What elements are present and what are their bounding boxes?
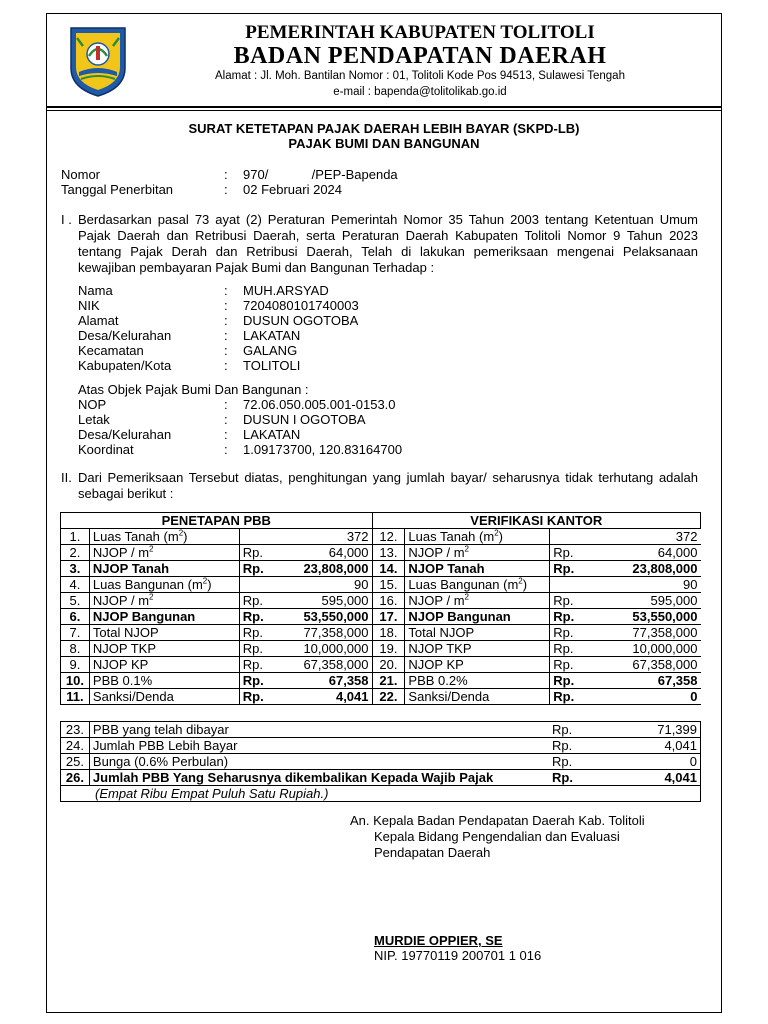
row-value: 372 — [279, 529, 372, 545]
field-label: Letak — [78, 412, 110, 427]
colon: : — [224, 313, 228, 328]
row-number: 18. — [372, 625, 405, 641]
superscript: 2 — [149, 592, 154, 602]
table-row — [61, 689, 701, 705]
table-row — [61, 561, 701, 577]
row-value: 53,550,000 — [598, 609, 701, 625]
table-row — [61, 593, 701, 609]
label-text: NJOP / m — [408, 593, 465, 608]
currency-label: Rp. — [549, 722, 597, 738]
agency-name: BADAN PENDAPATAN DAERAH — [233, 43, 607, 69]
currency-label: Rp. — [239, 561, 279, 577]
row-value: 64,000 — [598, 545, 701, 561]
nomor-label: Nomor — [61, 167, 101, 182]
currency-label: Rp. — [550, 641, 598, 657]
colon: : — [224, 182, 228, 197]
row-number: 10. — [61, 673, 90, 689]
signatory-nip: NIP. 19770119 200701 1 016 — [374, 948, 542, 963]
list-item — [78, 313, 698, 329]
row-label — [89, 641, 239, 657]
table-row — [61, 722, 701, 738]
currency-label: Rp. — [239, 673, 279, 689]
row-number: 24. — [61, 738, 90, 754]
field-label: Desa/Kelurahan — [78, 328, 172, 343]
list-item — [78, 358, 698, 374]
superscript: 2 — [518, 576, 523, 586]
label-text: Luas Bangunan (m — [408, 577, 519, 592]
superscript: 2 — [464, 544, 469, 554]
table-row — [61, 657, 701, 673]
row-value: 372 — [598, 529, 701, 545]
label-text: NJOP TKP — [408, 641, 472, 656]
row-label: Jumlah PBB Yang Seharusnya dikembalikan Kepada Wajib Pajak — [89, 770, 549, 786]
currency-label: Rp. — [550, 689, 598, 705]
field-value: MUH.ARSYAD — [243, 283, 329, 298]
row-value: 67,358 — [598, 673, 701, 689]
list-item — [78, 283, 698, 299]
signatory-name: MURDIE OPPIER, SE — [374, 933, 503, 948]
label-end: ) — [183, 529, 188, 544]
field-label: Kabupaten/Kota — [78, 358, 172, 373]
row-label — [89, 609, 239, 625]
table-row — [61, 641, 701, 657]
row-number: 19. — [372, 641, 405, 657]
label-end: ) — [522, 577, 528, 592]
list-item — [78, 412, 698, 428]
label-text: NJOP TKP — [92, 641, 157, 656]
row-label — [89, 529, 239, 545]
row-value: 4,041 — [597, 738, 701, 754]
label-text: Luas Tanah (m — [92, 529, 179, 544]
field-value: GALANG — [243, 343, 298, 358]
label-text: NJOP / m — [408, 545, 465, 560]
field-value: 7204080101740003 — [243, 298, 359, 313]
label-end: ) — [498, 529, 503, 544]
row-number: 23. — [61, 722, 90, 738]
colon: : — [224, 298, 228, 313]
currency-label: Rp. — [239, 625, 279, 641]
currency-label: Rp. — [549, 754, 597, 770]
row-label — [405, 593, 550, 609]
colon: : — [224, 412, 228, 427]
agency-email: e-mail : bapenda@tolitolikab.go.id — [333, 86, 507, 98]
section-1-paragraph: Berdasarkan pasal 73 ayat (2) Peraturan Pemerintah Nomor 35 Tahun 2003 tentang Ketentuan Umum Pajak Daerah dan Retribusi Daerah, serta Peraturan Daerah Kabupaten Tolitoli Nomor 9 Tahun 2023 tentang Pajak Derah dan Retribusi Daerah, Telah di lakukan pemeriksaan mengenai Pelaksanaan kewajiban pembayaran Pajak Bumi dan Bangunan Terhadap : — [78, 212, 698, 275]
field-value: 72.06.050.005.001-0153.0 — [243, 397, 396, 412]
currency-label: Rp. — [550, 593, 598, 609]
header-divider-thin — [46, 110, 722, 111]
field-value: DUSUN OGOTOBA — [243, 313, 359, 328]
row-value: 595,000 — [279, 593, 372, 609]
currency-label: Rp. — [239, 593, 279, 609]
row-value: 67,358,000 — [279, 657, 372, 673]
table-row — [61, 529, 701, 545]
row-label — [405, 577, 550, 593]
table-row — [61, 738, 701, 754]
currency-label: Rp. — [549, 738, 597, 754]
refund-table — [60, 721, 701, 802]
header-penetapan: PENETAPAN PBB — [61, 513, 373, 529]
label-text: NJOP Tanah — [92, 561, 170, 576]
row-value: 67,358,000 — [598, 657, 701, 673]
row-value: 4,041 — [597, 770, 701, 786]
label-text: Luas Tanah (m — [408, 529, 495, 544]
row-number: 20. — [372, 657, 405, 673]
list-item — [78, 397, 698, 413]
superscript: 2 — [178, 528, 184, 538]
label-text: NJOP KP — [408, 657, 464, 672]
currency-label: Rp. — [550, 657, 598, 673]
row-value: 71,399 — [597, 722, 701, 738]
header-divider-thick — [46, 106, 722, 108]
field-label: Nama — [78, 283, 113, 298]
terbilang-row — [61, 786, 701, 802]
row-value: 23,808,000 — [598, 561, 701, 577]
agency-address: Alamat : Jl. Moh. Bantilan Nomor : 01, Tolitoli Kode Pos 94513, Sulawesi Tengah — [215, 70, 625, 82]
label-end: ) — [207, 577, 212, 592]
regency-logo — [67, 24, 129, 98]
row-label — [89, 657, 239, 673]
row-label — [405, 673, 550, 689]
row-label — [89, 689, 239, 705]
signature-line-1: An. Kepala Badan Pendapatan Daerah Kab. Tolitoli — [350, 813, 645, 828]
row-number: 15. — [372, 577, 405, 593]
colon: : — [224, 167, 228, 182]
table-row — [61, 545, 701, 561]
object-intro: Atas Objek Pajak Bumi Dan Bangunan : — [78, 382, 309, 397]
row-label — [405, 561, 550, 577]
colon: : — [224, 397, 228, 412]
row-label — [89, 545, 239, 561]
tanggal-row — [61, 182, 701, 198]
currency-label: Rp. — [549, 770, 597, 786]
row-number: 13. — [372, 545, 405, 561]
list-item — [78, 328, 698, 344]
field-value: 1.09173700, 120.83164700 — [243, 442, 403, 457]
colon: : — [224, 328, 228, 343]
table-row — [61, 770, 701, 786]
list-item — [78, 427, 698, 443]
superscript: 2 — [202, 576, 208, 586]
field-value: TOLITOLI — [243, 358, 301, 373]
label-text: NJOP / m — [92, 545, 150, 560]
row-value: 77,358,000 — [598, 625, 701, 641]
colon: : — [224, 358, 228, 373]
row-value: 77,358,000 — [279, 625, 372, 641]
row-number: 2. — [61, 545, 90, 561]
row-label — [405, 657, 550, 673]
row-value: 90 — [279, 577, 372, 593]
row-number: 11. — [61, 689, 90, 705]
row-number: 3. — [61, 561, 90, 577]
signature-line-3: Pendapatan Daerah — [374, 845, 491, 860]
row-label — [405, 545, 550, 561]
colon: : — [224, 343, 228, 358]
label-text: NJOP KP — [92, 657, 149, 672]
currency-label: Rp. — [239, 641, 279, 657]
row-value: 595,000 — [598, 593, 701, 609]
field-label: Alamat — [78, 313, 119, 328]
currency-label: Rp. — [550, 673, 598, 689]
row-number: 4. — [61, 577, 90, 593]
row-value: 10,000,000 — [279, 641, 372, 657]
label-text: Sanksi/Denda — [92, 689, 174, 704]
row-value: 4,041 — [279, 689, 372, 705]
row-number: 8. — [61, 641, 90, 657]
row-label — [405, 689, 550, 705]
signature-line-2: Kepala Bidang Pengendalian dan Evaluasi — [374, 829, 620, 844]
doc-subtitle: PAJAK BUMI DAN BANGUNAN — [288, 136, 480, 151]
row-value: 10,000,000 — [598, 641, 701, 657]
field-value: DUSUN I OGOTOBA — [243, 412, 366, 427]
currency-label — [550, 529, 598, 545]
nomor-value: 970/ /PEP-Bapenda — [243, 167, 398, 182]
row-number: 7. — [61, 625, 90, 641]
row-label — [405, 609, 550, 625]
colon: : — [224, 427, 228, 442]
row-label — [89, 673, 239, 689]
row-label — [405, 641, 550, 657]
superscript: 2 — [149, 544, 154, 554]
assessment-table — [60, 512, 701, 705]
colon: : — [224, 283, 228, 298]
currency-label: Rp. — [239, 545, 279, 561]
row-number: 17. — [372, 609, 405, 625]
table-row — [61, 577, 701, 593]
superscript: 2 — [464, 592, 469, 602]
field-value: LAKATAN — [243, 427, 301, 442]
nomor-row — [61, 167, 701, 183]
row-number: 22. — [372, 689, 405, 705]
row-value: 0 — [597, 754, 701, 770]
table-row — [61, 625, 701, 641]
label-text: Sanksi/Denda — [408, 689, 490, 704]
row-value: 0 — [598, 689, 701, 705]
label-text: PBB 0.2% — [408, 673, 468, 688]
tanggal-label: Tanggal Penerbitan — [61, 182, 174, 197]
currency-label — [550, 577, 598, 593]
row-value: 23,808,000 — [279, 561, 372, 577]
row-label: PBB yang telah dibayar — [89, 722, 549, 738]
row-label: Jumlah PBB Lebih Bayar — [89, 738, 549, 754]
row-label — [89, 625, 239, 641]
list-item — [78, 442, 698, 458]
field-label: NIK — [78, 298, 100, 313]
row-number: 26. — [61, 770, 90, 786]
row-number: 25. — [61, 754, 90, 770]
row-label: Bunga (0.6% Perbulan) — [89, 754, 549, 770]
row-number: 6. — [61, 609, 90, 625]
field-value: LAKATAN — [243, 328, 301, 343]
currency-label: Rp. — [239, 657, 279, 673]
currency-label: Rp. — [550, 625, 598, 641]
table-row — [61, 754, 701, 770]
row-label — [405, 625, 550, 641]
label-text: PBB 0.1% — [92, 673, 153, 688]
row-value: 64,000 — [279, 545, 372, 561]
row-label — [89, 577, 239, 593]
label-text: NJOP Bangunan — [92, 609, 196, 624]
row-label — [89, 561, 239, 577]
colon: : — [224, 442, 228, 457]
row-number: 1. — [61, 529, 90, 545]
section-1-marker: I . — [61, 212, 72, 227]
table-row — [61, 673, 701, 689]
row-number: 5. — [61, 593, 90, 609]
section-2-paragraph: Dari Pemeriksaan Tersebut diatas, penghitungan yang jumlah bayar/ seharusnya tidak terhutang adalah sebagai berikut : — [78, 470, 698, 501]
row-value: 53,550,000 — [279, 609, 372, 625]
tanggal-value: 02 Februari 2024 — [243, 182, 343, 197]
row-number: 16. — [372, 593, 405, 609]
list-item — [78, 298, 698, 314]
label-text: Luas Bangunan (m — [92, 577, 203, 592]
gov-name: PEMERINTAH KABUPATEN TOLITOLI — [245, 22, 595, 43]
currency-label: Rp. — [550, 609, 598, 625]
label-text: Total NJOP — [92, 625, 159, 640]
field-label: NOP — [78, 397, 107, 412]
currency-label — [239, 577, 279, 593]
amount-in-words: (Empat Ribu Empat Puluh Satu Rupiah.) — [61, 786, 701, 802]
row-number: 21. — [372, 673, 405, 689]
superscript: 2 — [494, 528, 499, 538]
field-label: Kecamatan — [78, 343, 144, 358]
row-label — [89, 593, 239, 609]
currency-label: Rp. — [239, 689, 279, 705]
field-label: Desa/Kelurahan — [78, 427, 172, 442]
label-text: Total NJOP — [408, 625, 475, 640]
label-text: NJOP Tanah — [408, 561, 485, 576]
doc-title: SURAT KETETAPAN PAJAK DAERAH LEBIH BAYAR (SKPD-LB) — [188, 121, 580, 136]
row-number: 12. — [372, 529, 405, 545]
row-value: 67,358 — [279, 673, 372, 689]
table-row — [61, 609, 701, 625]
header-verifikasi: VERIFIKASI KANTOR — [372, 513, 700, 529]
currency-label: Rp. — [550, 561, 598, 577]
list-item — [78, 343, 698, 359]
currency-label: Rp. — [550, 545, 598, 561]
regency-emblem-icon — [67, 24, 129, 98]
field-label: Koordinat — [78, 442, 134, 457]
label-text: NJOP Bangunan — [408, 609, 511, 624]
row-value: 90 — [598, 577, 701, 593]
row-number: 9. — [61, 657, 90, 673]
section-2-marker: II. — [61, 470, 72, 485]
label-text: NJOP / m — [92, 593, 150, 608]
currency-label: Rp. — [239, 609, 279, 625]
row-number: 14. — [372, 561, 405, 577]
row-label — [405, 529, 550, 545]
currency-label — [239, 529, 279, 545]
